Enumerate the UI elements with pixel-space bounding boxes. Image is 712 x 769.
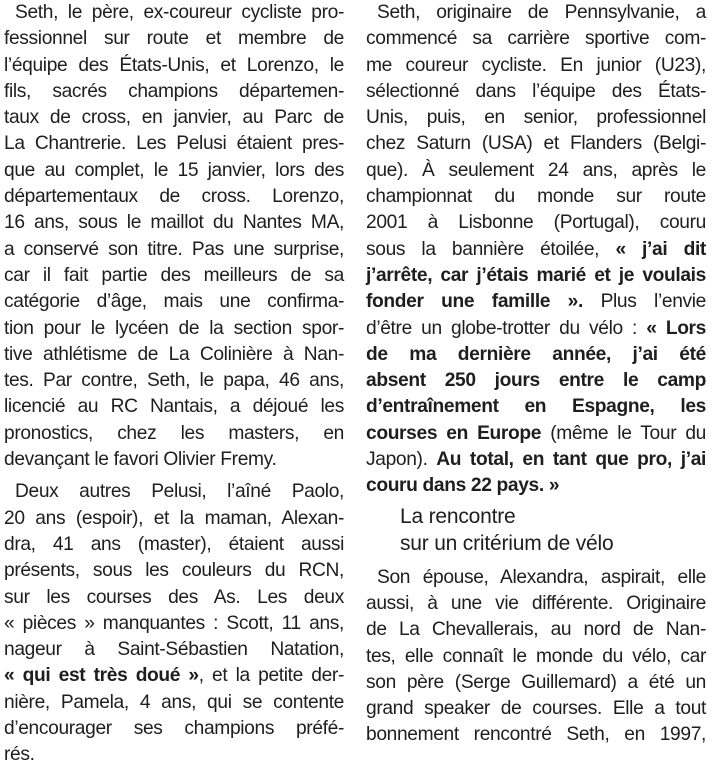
text-line — [4, 394, 344, 420]
text-line — [4, 585, 344, 611]
text-segment: a conservé son titre. Pas une surprise, — [4, 238, 344, 260]
text-line — [4, 716, 344, 742]
text-segment: me coureur cycliste. En junior (U23), — [366, 54, 706, 76]
text-line — [4, 316, 344, 342]
text-line — [4, 663, 344, 689]
text-segment: Japon). — [366, 449, 437, 471]
paragraph-career — [366, 0, 706, 500]
text-line — [366, 342, 706, 368]
text-line — [4, 237, 344, 263]
bold-quote-text: j’arrête, car j’étais marié et je voulais — [366, 264, 706, 286]
text-line — [366, 105, 706, 131]
text-line — [4, 158, 344, 184]
text-line — [366, 670, 706, 696]
text-segment: chez Saturn (USA) et Flanders (Belgi- — [366, 133, 706, 155]
text-line — [4, 53, 344, 79]
text-segment: sélectionné dans l’équipe des États- — [366, 80, 706, 102]
text-segment: Son épouse, Alexandra, aspirait, elle — [377, 566, 706, 588]
text-line — [4, 690, 344, 716]
text-line — [366, 368, 706, 394]
text-segment: Seth, le père, ex-coureur cycliste pro- — [15, 2, 344, 23]
text-segment: tes. Par contre, Seth, le papa, 46 ans, — [4, 370, 344, 392]
text-line — [366, 184, 706, 210]
bold-quote-text: de ma dernière année, j’ai été — [366, 343, 706, 365]
text-segment: que). À seulement 24 ans, après le — [366, 159, 706, 181]
text-segment: 16 ans, sous le maillot du Nantes MA, — [4, 212, 344, 234]
text-line — [4, 79, 344, 105]
text-segment: 2001 à Lisbonne (Portugal), couru — [366, 212, 706, 234]
text-segment: pronostics, chez les masters, en — [4, 422, 344, 444]
text-line — [4, 611, 344, 637]
text-line — [4, 131, 344, 157]
bold-quote-text: d’entraînement en Espagne, les — [366, 396, 706, 418]
text-line — [4, 342, 344, 368]
text-segment: championnat du monde sur route — [366, 186, 706, 208]
text-line — [366, 394, 706, 420]
text-segment: départementaux de cross. Lorenzo, — [4, 186, 344, 208]
text-segment: commencé sa carrière sportive com- — [366, 28, 706, 50]
text-line — [366, 421, 706, 447]
text-line — [4, 532, 344, 558]
text-segment: grand speaker de courses. Elle a tout — [366, 698, 706, 720]
text-segment: que au complet, le 15 janvier, lors des — [4, 159, 344, 181]
text-segment: (même le Tour du — [541, 422, 707, 444]
text-line — [366, 131, 706, 157]
text-segment: de La Chevallerais, au nord de Nan- — [366, 619, 706, 641]
bold-quote-text: « j’ai dit — [615, 238, 706, 260]
subheading-line: La rencontre — [400, 504, 516, 528]
text-segment: Deux autres Pelusi, l’aîné Paolo, — [15, 481, 344, 503]
text-line — [4, 210, 344, 236]
text-segment: fessionnel sur route et membre de — [4, 28, 344, 50]
text-segment: bonnement rencontré Seth, en 1997, — [366, 724, 706, 746]
text-segment: nière, Pamela, 4 ans, qui se contente — [4, 691, 344, 713]
text-line — [4, 26, 344, 52]
text-segment: , et la petite der- — [198, 665, 344, 687]
text-line — [366, 289, 706, 315]
text-line — [366, 696, 706, 722]
text-segment: taux de cross, en janvier, au Parc de — [4, 107, 344, 129]
bold-quote-text: « Lors — [646, 317, 706, 339]
text-segment: d’être un globe-trotter du vélo : — [366, 317, 647, 339]
bold-quote-text: fonder une famille ». — [366, 291, 583, 313]
text-line — [4, 368, 344, 394]
text-segment: Plus l’envie — [583, 291, 707, 313]
text-line — [366, 447, 706, 473]
paragraph-meeting — [366, 565, 706, 749]
text-line — [4, 558, 344, 584]
paragraph-family — [4, 479, 344, 768]
text-segment: l’équipe des États-Unis, et Lorenzo, le — [4, 54, 344, 76]
text-line — [4, 479, 344, 505]
text-line — [4, 105, 344, 131]
text-segment: sur les courses des As. Les deux — [4, 586, 344, 608]
bold-quote-text: « qui est très doué » — [4, 665, 199, 687]
text-segment: 20 ans (espoir), et la maman, Alexan- — [4, 507, 344, 529]
paragraph-champions — [4, 0, 344, 473]
text-line — [366, 591, 706, 617]
text-segment: car il fait partie des meilleurs de sa — [4, 264, 344, 286]
text-line — [366, 158, 706, 184]
text-line — [4, 421, 344, 447]
text-line — [4, 289, 344, 315]
text-line — [4, 447, 344, 473]
text-segment: tive athlétisme de La Colinière à Nan- — [4, 343, 344, 365]
text-segment: licencié au RC Nantais, a déjoué les — [4, 396, 344, 418]
text-line — [366, 565, 706, 591]
text-segment: tes, elle connaît le monde du vélo, car — [366, 645, 706, 667]
text-line — [366, 617, 706, 643]
text-segment: Seth, originaire de Pennsylvanie, a — [377, 2, 706, 23]
text-line — [366, 473, 706, 499]
text-segment: sous la bannière étoilée, — [366, 238, 616, 260]
text-line — [366, 644, 706, 670]
text-line — [4, 263, 344, 289]
text-line — [366, 263, 706, 289]
text-line — [366, 316, 706, 342]
text-segment: Unis, puis, en senior, professionnel — [366, 107, 706, 129]
text-line — [366, 26, 706, 52]
subheading-line: sur un critérium de vélo — [400, 531, 614, 555]
right-column — [366, 0, 706, 749]
text-segment: tion pour le lycéen de la section spor- — [4, 317, 344, 339]
subheading — [366, 503, 706, 557]
text-line — [4, 184, 344, 210]
text-line — [4, 742, 344, 768]
text-segment: catégorie d’âge, mais une confirma- — [4, 291, 344, 313]
text-line — [4, 506, 344, 532]
text-segment: présents, sous les couleurs du RCN, — [4, 560, 344, 582]
bold-quote-text: Au total, en tant que pro, j’ai — [436, 449, 707, 471]
left-column — [4, 0, 344, 769]
text-segment: fils, sacrés champions départemen- — [4, 80, 344, 102]
bold-quote-text: courses en Europe — [366, 422, 542, 444]
text-line — [366, 210, 706, 236]
text-line — [366, 53, 706, 79]
text-segment: « pièces » manquantes : Scott, 11 ans, — [4, 612, 344, 634]
text-segment: son père (Serge Guillemard) a été un — [366, 671, 706, 693]
bold-quote-text: absent 250 jours entre le camp — [366, 370, 706, 392]
text-segment: aussi, à une vie différente. Originaire — [366, 592, 706, 614]
bold-quote-text: couru dans 22 pays. » — [366, 475, 560, 497]
text-line — [366, 722, 706, 748]
text-segment: nageur à Saint-Sébastien Natation, — [4, 639, 344, 661]
text-line — [4, 637, 344, 663]
text-line — [4, 0, 344, 26]
text-segment: devançant le favori Olivier Fremy. — [4, 449, 277, 471]
text-segment: d’encourager ses champions préfé- — [4, 718, 344, 740]
text-segment: rés. — [4, 744, 35, 766]
text-line — [366, 79, 706, 105]
text-line — [366, 0, 706, 26]
text-segment: La Chantrerie. Les Pelusi étaient pres- — [4, 133, 344, 155]
text-line — [366, 237, 706, 263]
text-segment: dra, 41 ans (master), étaient aussi — [4, 533, 344, 555]
